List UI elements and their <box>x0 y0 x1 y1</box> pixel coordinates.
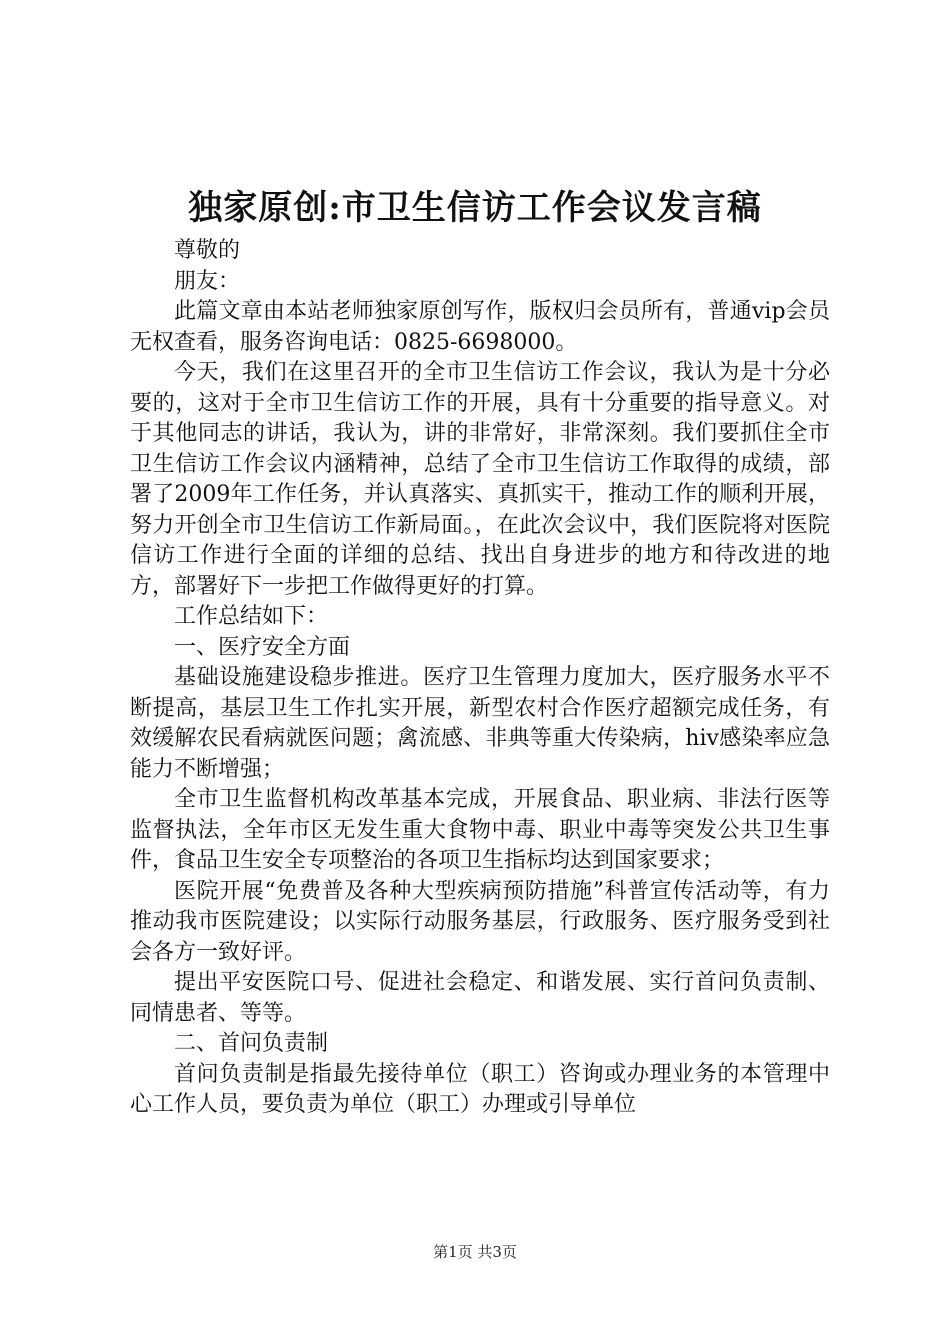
paragraph: 全市卫生监督机构改革基本完成，开展食品、职业病、非法行医等监督执法，全年市区无发生重大食物中毒、职业中毒等突发公共卫生事件，食品卫生安全专项整治的各项卫生指标均达到国家要求； <box>130 787 830 873</box>
paragraph: 尊敬的 <box>174 238 241 263</box>
paragraph: 今天，我们在这里召开的全市卫生信访工作会议，我认为是十分必要的，这对于全市卫生信访工作的开展，具有十分重要的指导意义。对于其他同志的讲话，我认为，讲的非常好，非常深刻。我们要抓住全市卫生信访工作会议内涵精神，总结了全市卫生信访工作取得的成绩，部署了2009年工作任务，并认真落实、真抓实干，推动工作的顺利开展，努力开创全市卫生信访工作新局面。，在此次会议中，我们医院将对医院信访工作进行全面的详细的总结、找出自身进步的地方和待改进的地方，部署好下一步把工作做得更好的打算。 <box>130 360 830 599</box>
paragraph: 基础设施建设稳步推进。医疗卫生管理力度加大，医疗服务水平不断提高，基层卫生工作扎实开展，新型农村合作医疗超额完成任务，有效缓解农民看病就医问题；禽流感、非典等重大传染病，hiv感染率应急能力不断增强； <box>130 665 830 782</box>
paragraph: 工作总结如下： <box>174 604 329 629</box>
paragraph: 提出平安医院口号、促进社会稳定、和谐发展、实行首问负责制、同情患者、等等。 <box>130 970 830 1026</box>
paragraph: 此篇文章由本站老师独家原创写作，版权归会员所有，普通vip会员无权查看，服务咨询电话：0825-6698000。 <box>130 299 830 355</box>
paragraph: 医院开展“免费普及各种大型疾病预防措施”科普宣传活动等，有力推动我市医院建设；以实际行动服务基层，行政服务、医疗服务受到社会各方一致好评。 <box>130 878 830 965</box>
section-heading: 二、首问负责制 <box>174 1031 329 1056</box>
paragraph: 首问负责制是指最先接待单位（职工）咨询或办理业务的本管理中心工作人员，要负责为单位（职工）办理或引导单位 <box>130 1061 830 1117</box>
document-title: 独家原创:市卫生信访工作会议发言稿 <box>188 188 762 228</box>
section-heading: 一、医疗安全方面 <box>174 634 351 660</box>
document-body <box>130 236 830 1121</box>
page-number-footer: 第1页 共3页 <box>433 1243 517 1261</box>
paragraph: 朋友： <box>174 268 241 294</box>
